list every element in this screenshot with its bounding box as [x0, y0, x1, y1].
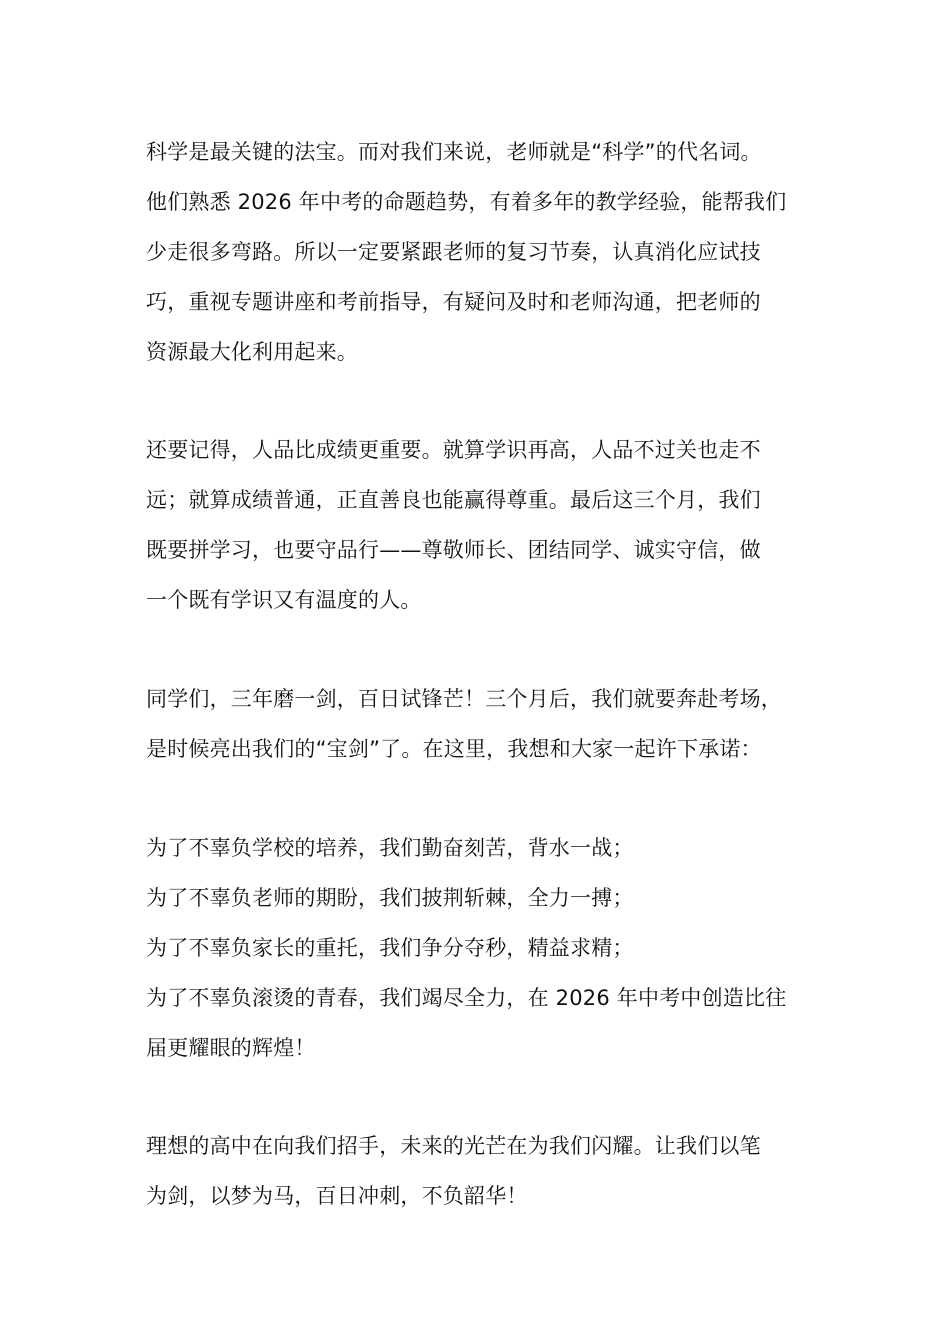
paragraph-5-line-1: 理想的高中在向我们招手，未来的光芒在为我们闪耀。让我们以笔 — [146, 1134, 761, 1158]
paragraph-2-line-2: 远；就算成绩普通，正直善良也能赢得尊重。最后这三个月，我们 — [146, 488, 761, 512]
paragraph-5-line-2: 为剑，以梦为马，百日冲刺，不负韶华！ — [146, 1184, 528, 1208]
paragraph-1-line-2: 他们熟悉 2026 年中考的命题趋势，有着多年的教学经验，能帮我们 — [146, 190, 787, 214]
paragraph-3-line-1: 同学们，三年磨一剑，百日试锋芒！三个月后，我们就要奔赴考场， — [146, 687, 782, 711]
paragraph-1-line-4: 巧，重视专题讲座和考前指导，有疑问及时和老师沟通，把老师的 — [146, 290, 761, 314]
paragraph-1-line-3: 少走很多弯路。所以一定要紧跟老师的复习节奏，认真消化应试技 — [146, 240, 761, 264]
paragraph-2-line-4: 一个既有学识又有温度的人。 — [146, 588, 422, 612]
paragraph-1-line-5: 资源最大化利用起来。 — [146, 340, 358, 364]
paragraph-4-line-4: 为了不辜负滚烫的青春，我们竭尽全力，在 2026 年中考中创造比往 — [146, 986, 787, 1010]
paragraph-2-line-3: 既要拼学习，也要守品行——尊敬师长、团结同学、诚实守信，做 — [146, 538, 761, 562]
paragraph-2-line-1: 还要记得，人品比成绩更重要。就算学识再高，人品不过关也走不 — [146, 438, 761, 462]
paragraph-4-line-5: 届更耀眼的辉煌！ — [146, 1036, 316, 1060]
paragraph-4-line-3: 为了不辜负家长的重托，我们争分夺秒，精益求精； — [146, 936, 634, 960]
paragraph-4-line-1: 为了不辜负学校的培养，我们勤奋刻苦，背水一战； — [146, 836, 634, 860]
paragraph-4-line-2: 为了不辜负老师的期盼，我们披荆斩棘，全力一搏； — [146, 886, 634, 910]
paragraph-3-line-2: 是时候亮出我们的“宝剑”了。在这里，我想和大家一起许下承诺： — [146, 737, 762, 761]
paragraph-1-line-1: 科学是最关键的法宝。而对我们来说，老师就是“科学”的代名词。 — [146, 140, 762, 164]
